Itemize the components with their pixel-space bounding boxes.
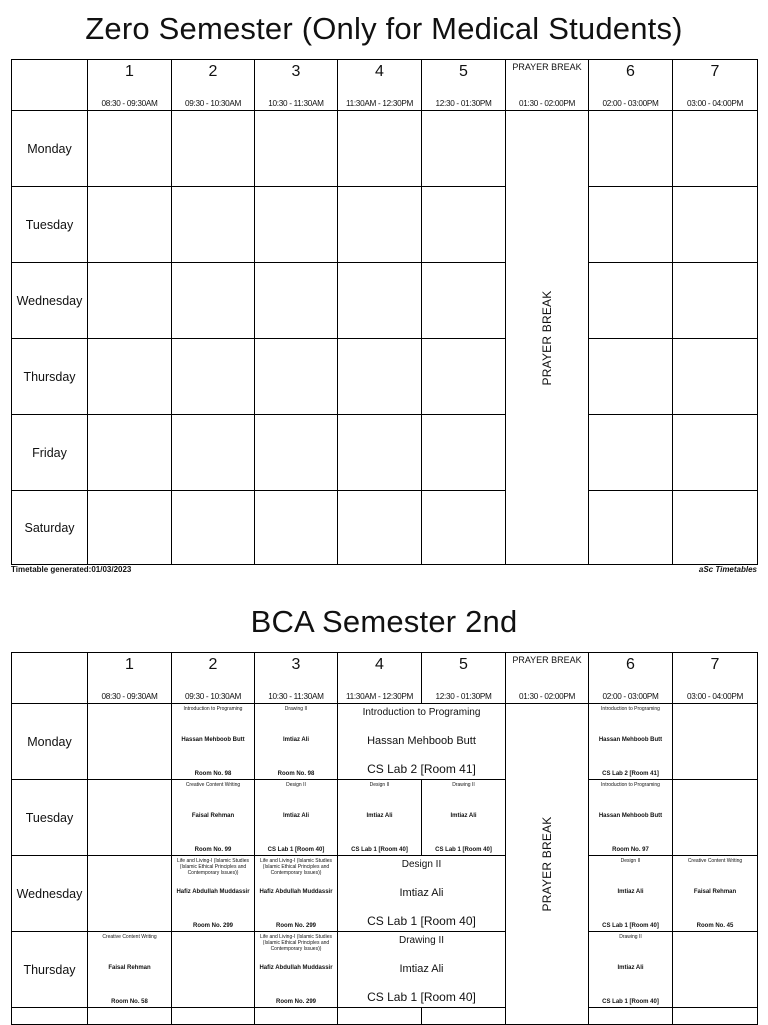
- day-label-cell: [12, 491, 88, 565]
- empty-cell: [88, 263, 172, 339]
- empty-cell: [338, 187, 422, 263]
- empty-cell: [422, 339, 506, 415]
- empty-cell: [338, 1008, 422, 1025]
- lesson: [589, 856, 672, 931]
- lesson-cell: [255, 780, 338, 856]
- empty-cell: [88, 491, 172, 565]
- period-time: 02:00 - 03:00PM: [602, 99, 659, 108]
- period-number: 4: [375, 63, 384, 80]
- lesson-cell: [673, 856, 758, 932]
- empty-cell: [88, 704, 172, 780]
- corner-cell: [12, 60, 88, 111]
- lesson: [88, 932, 171, 1007]
- header-period: [422, 653, 506, 704]
- empty-cell: [589, 263, 673, 339]
- header-period: [589, 60, 673, 111]
- day-label: Monday: [27, 734, 72, 749]
- lesson-teacher: Faisal Rehman: [693, 889, 737, 895]
- empty-cell: [422, 187, 506, 263]
- period-time: 02:00 - 03:00PM: [602, 692, 659, 701]
- lesson-cell: [589, 704, 673, 780]
- period-time: 08:30 - 09:30AM: [101, 99, 158, 108]
- empty-cell: [255, 491, 338, 565]
- lesson-subject: Introduction to Programing: [601, 782, 660, 788]
- lesson-teacher: Imtiaz Ali: [399, 963, 444, 975]
- empty-cell: [255, 263, 338, 339]
- day-label-cell: [12, 932, 88, 1008]
- period-time: 11:30AM - 12:30PM: [345, 692, 414, 701]
- empty-cell: [589, 111, 673, 187]
- header-period: [422, 60, 506, 111]
- empty-cell: [422, 415, 506, 491]
- empty-cell: [673, 111, 758, 187]
- period-number: 5: [459, 656, 468, 673]
- empty-cell: [88, 111, 172, 187]
- lesson-room: CS Lab 1 [Room 40]: [602, 999, 659, 1005]
- lesson-subject: Design II: [369, 782, 390, 788]
- period-number: 7: [710, 63, 720, 80]
- lesson-subject: Creative Content Writing: [687, 858, 743, 864]
- prayer-break-label: PRAYER BREAK: [540, 290, 554, 385]
- empty-cell: [88, 856, 172, 932]
- header-period: [172, 653, 255, 704]
- day-label-cell: [12, 187, 88, 263]
- lesson: [338, 932, 505, 1007]
- empty-cell: [422, 491, 506, 565]
- empty-cell: [589, 1008, 673, 1025]
- lesson-room: CS Lab 1 [Room 40]: [351, 847, 408, 853]
- lesson-subject: Creative Content Writing: [102, 934, 157, 940]
- period-time: 01:30 - 02:00PM: [518, 692, 576, 701]
- lesson-subject: Design II: [286, 782, 306, 788]
- lesson-room: Room No. 299: [275, 999, 316, 1005]
- period-time: 09:30 - 10:30AM: [184, 99, 242, 108]
- header-period: [255, 60, 338, 111]
- lesson-cell: [88, 932, 172, 1008]
- lesson-teacher: Imtiaz Ali: [366, 813, 393, 819]
- empty-cell: [589, 415, 673, 491]
- empty-cell: [172, 187, 255, 263]
- lesson-cell: [172, 856, 255, 932]
- lesson-room: CS Lab 2 [Room 41]: [367, 762, 476, 776]
- prayer-break-column: [506, 111, 589, 565]
- lesson-room: CS Lab 1 [Room 40]: [367, 990, 476, 1004]
- lesson-room: Room No. 98: [277, 771, 315, 777]
- lesson-cell: [589, 856, 673, 932]
- empty-cell: [172, 1008, 255, 1025]
- period-number: 3: [291, 656, 301, 673]
- day-label-cell: [12, 704, 88, 780]
- lesson-subject: Drawing II: [284, 706, 308, 712]
- lesson-teacher: Imtiaz Ali: [282, 737, 310, 743]
- header-prayer-break: [506, 653, 589, 704]
- lesson-subject: Drawing II: [619, 934, 642, 940]
- empty-cell: [255, 415, 338, 491]
- timetable-grid: [11, 59, 758, 565]
- period-time: 12:30 - 01:30PM: [435, 99, 492, 108]
- empty-cell: [172, 491, 255, 565]
- lesson-teacher: Imtiaz Ali: [617, 889, 644, 895]
- lesson-cell: [172, 780, 255, 856]
- empty-cell: [338, 491, 422, 565]
- lesson-cell: [589, 780, 673, 856]
- lesson-teacher: Imtiaz Ali: [282, 813, 310, 819]
- lesson-room: CS Lab 1 [Room 40]: [267, 847, 325, 853]
- lesson-subject: Introduction to Programing: [601, 706, 660, 712]
- empty-cell: [88, 1008, 172, 1025]
- day-label: Wednesday: [16, 886, 83, 901]
- empty-cell: [673, 415, 758, 491]
- empty-cell: [673, 263, 758, 339]
- empty-cell: [589, 491, 673, 565]
- generated-date: Timetable generated:01/03/2023: [11, 565, 132, 574]
- empty-cell: [338, 263, 422, 339]
- lesson-subject: Introduction to Programing: [362, 707, 481, 718]
- lesson: [589, 704, 672, 779]
- empty-cell: [255, 187, 338, 263]
- lesson-cell: [338, 856, 506, 932]
- lesson-subject: Life and Living-I (Islamic Studies (Islamic Ethical Principles and Contemporary Issues)): [260, 934, 332, 952]
- day-label-cell: [12, 339, 88, 415]
- period-number: 2: [208, 63, 218, 80]
- prayer-break-column: [506, 704, 589, 1025]
- empty-cell: [422, 263, 506, 339]
- lesson-cell: [172, 704, 255, 780]
- empty-cell: [88, 187, 172, 263]
- lesson: [422, 780, 505, 855]
- lesson-teacher: Hassan Mehboob Butt: [598, 813, 663, 819]
- header-period: [338, 653, 422, 704]
- header-period: [589, 653, 673, 704]
- lesson-room: CS Lab 1 [Room 40]: [602, 923, 659, 929]
- day-label: [12, 1008, 87, 1024]
- empty-cell: [673, 1008, 758, 1025]
- empty-cell: [172, 415, 255, 491]
- period-time: 03:00 - 04:00PM: [686, 692, 744, 701]
- day-label: Wednesday: [16, 293, 83, 308]
- lesson-room: Room No. 99: [194, 847, 232, 853]
- header-period: [255, 653, 338, 704]
- lesson-subject: Drawing II: [452, 782, 475, 788]
- period-time: 10:30 - 11:30AM: [268, 692, 324, 701]
- empty-cell: [338, 339, 422, 415]
- empty-cell: [589, 187, 673, 263]
- header-period: [88, 60, 172, 111]
- timetable-title: BCA Semester 2nd: [250, 604, 518, 639]
- period-number: 6: [626, 63, 635, 80]
- empty-cell: [172, 339, 255, 415]
- empty-cell: [255, 111, 338, 187]
- lesson-room: Room No. 45: [696, 923, 734, 929]
- lesson-subject: Life and Living-I (Islamic Studies (Islamic Ethical Principles and Contemporary Issues)): [177, 858, 249, 876]
- empty-cell: [422, 111, 506, 187]
- header-period: [172, 60, 255, 111]
- lesson-cell: [589, 932, 673, 1008]
- period-number: 1: [125, 656, 134, 673]
- lesson-teacher: Imtiaz Ali: [399, 887, 444, 899]
- day-label: Friday: [32, 445, 67, 460]
- empty-cell: [673, 491, 758, 565]
- header-period: [338, 60, 422, 111]
- lesson-room: CS Lab 1 [Room 40]: [367, 914, 476, 928]
- header-period: [673, 653, 758, 704]
- period-number: 7: [710, 656, 720, 673]
- lesson-cell: [422, 780, 506, 856]
- day-label: Thursday: [23, 962, 76, 977]
- lesson-teacher: Hafiz Abdullah Muddassir: [259, 965, 333, 971]
- lesson: [338, 856, 505, 931]
- empty-cell: [673, 780, 758, 856]
- lesson-cell: [255, 856, 338, 932]
- day-label: Saturday: [24, 520, 75, 535]
- lesson-subject: Design II: [401, 859, 442, 870]
- lesson-room: CS Lab 2 [Room 41]: [602, 771, 659, 777]
- period-time: 08:30 - 09:30AM: [101, 692, 158, 701]
- lesson: [255, 780, 337, 855]
- empty-cell: [255, 1008, 338, 1025]
- header-period: [673, 60, 758, 111]
- day-label: Thursday: [23, 369, 76, 384]
- lesson: [589, 780, 672, 855]
- lesson-cell: [255, 932, 338, 1008]
- period-number: 1: [125, 63, 134, 80]
- lesson-teacher: Hassan Mehboob Butt: [181, 737, 245, 743]
- empty-cell: [88, 415, 172, 491]
- period-number: 4: [375, 656, 384, 673]
- lesson: [172, 780, 254, 855]
- day-label: Tuesday: [25, 217, 74, 232]
- timetable-grid: [11, 652, 758, 1025]
- lesson-teacher: Hassan Mehboob Butt: [367, 735, 476, 747]
- lesson-room: Room No. 98: [194, 771, 232, 777]
- lesson-room: CS Lab 1 [Room 40]: [435, 847, 492, 853]
- lesson-room: Room No. 58: [111, 999, 148, 1005]
- lesson-room: Room No. 299: [275, 923, 316, 929]
- timetable-title: Zero Semester (Only for Medical Students): [85, 11, 683, 46]
- period-number: 5: [459, 63, 468, 80]
- lesson: [338, 704, 505, 779]
- lesson-teacher: Imtiaz Ali: [617, 965, 644, 971]
- period-number: 6: [626, 656, 635, 673]
- corner-cell: [12, 653, 88, 704]
- empty-cell: [172, 111, 255, 187]
- empty-cell: [255, 339, 338, 415]
- period-time: 01:30 - 02:00PM: [518, 99, 576, 108]
- lesson: [255, 932, 337, 1007]
- period-time: 10:30 - 11:30AM: [268, 99, 324, 108]
- lesson-subject: Introduction to Programing: [183, 706, 243, 712]
- day-label-cell: [12, 856, 88, 932]
- empty-cell: [172, 932, 255, 1008]
- lesson: [255, 704, 337, 779]
- empty-cell: [422, 1008, 506, 1025]
- lesson-room: Room No. 97: [612, 847, 649, 853]
- empty-cell: [172, 263, 255, 339]
- lesson-teacher: Imtiaz Ali: [450, 813, 477, 819]
- lesson-subject: Drawing II: [398, 935, 444, 946]
- lesson-cell: [255, 704, 338, 780]
- empty-cell: [338, 415, 422, 491]
- header-period: [88, 653, 172, 704]
- period-number: 2: [208, 656, 218, 673]
- lesson: [589, 932, 672, 1007]
- asc-credit: aSc Timetables: [698, 565, 757, 574]
- lesson: [172, 704, 254, 779]
- period-title: PRAYER BREAK: [512, 655, 582, 665]
- empty-cell: [589, 339, 673, 415]
- day-label-cell: [12, 263, 88, 339]
- day-label-cell: [12, 780, 88, 856]
- day-label-cell: [12, 1008, 88, 1025]
- day-label: Monday: [27, 141, 72, 156]
- day-label-cell: [12, 111, 88, 187]
- lesson: [673, 856, 757, 931]
- period-time: 09:30 - 10:30AM: [184, 692, 242, 701]
- empty-cell: [673, 704, 758, 780]
- lesson-cell: [338, 704, 506, 780]
- lesson-teacher: Faisal Rehman: [108, 965, 151, 971]
- lesson-subject: Design II: [620, 858, 641, 864]
- lesson-cell: [338, 780, 422, 856]
- empty-cell: [88, 339, 172, 415]
- lesson-subject: Creative Content Writing: [185, 782, 241, 788]
- lesson: [255, 856, 337, 931]
- day-label-cell: [12, 415, 88, 491]
- lesson-teacher: Hafiz Abdullah Muddassir: [259, 889, 333, 895]
- lesson-cell: [338, 932, 506, 1008]
- empty-cell: [88, 780, 172, 856]
- period-time: 03:00 - 04:00PM: [686, 99, 744, 108]
- empty-cell: [673, 932, 758, 1008]
- prayer-break-label: PRAYER BREAK: [540, 816, 554, 912]
- lesson-teacher: Hafiz Abdullah Muddassir: [176, 889, 250, 895]
- lesson: [172, 856, 254, 931]
- period-title: PRAYER BREAK: [512, 62, 582, 72]
- period-time: 12:30 - 01:30PM: [435, 692, 492, 701]
- header-prayer-break: [506, 60, 589, 111]
- lesson-teacher: Faisal Rehman: [191, 813, 235, 819]
- period-number: 3: [291, 63, 301, 80]
- empty-cell: [338, 111, 422, 187]
- lesson: [338, 780, 421, 855]
- day-label: Tuesday: [25, 810, 74, 825]
- lesson-room: Room No. 299: [192, 923, 233, 929]
- period-time: 11:30AM - 12:30PM: [345, 99, 414, 108]
- lesson-teacher: Hassan Mehboob Butt: [598, 737, 663, 743]
- empty-cell: [673, 339, 758, 415]
- lesson-subject: Life and Living-I (Islamic Studies (Islamic Ethical Principles and Contemporary Issues)): [260, 858, 332, 876]
- empty-cell: [673, 187, 758, 263]
